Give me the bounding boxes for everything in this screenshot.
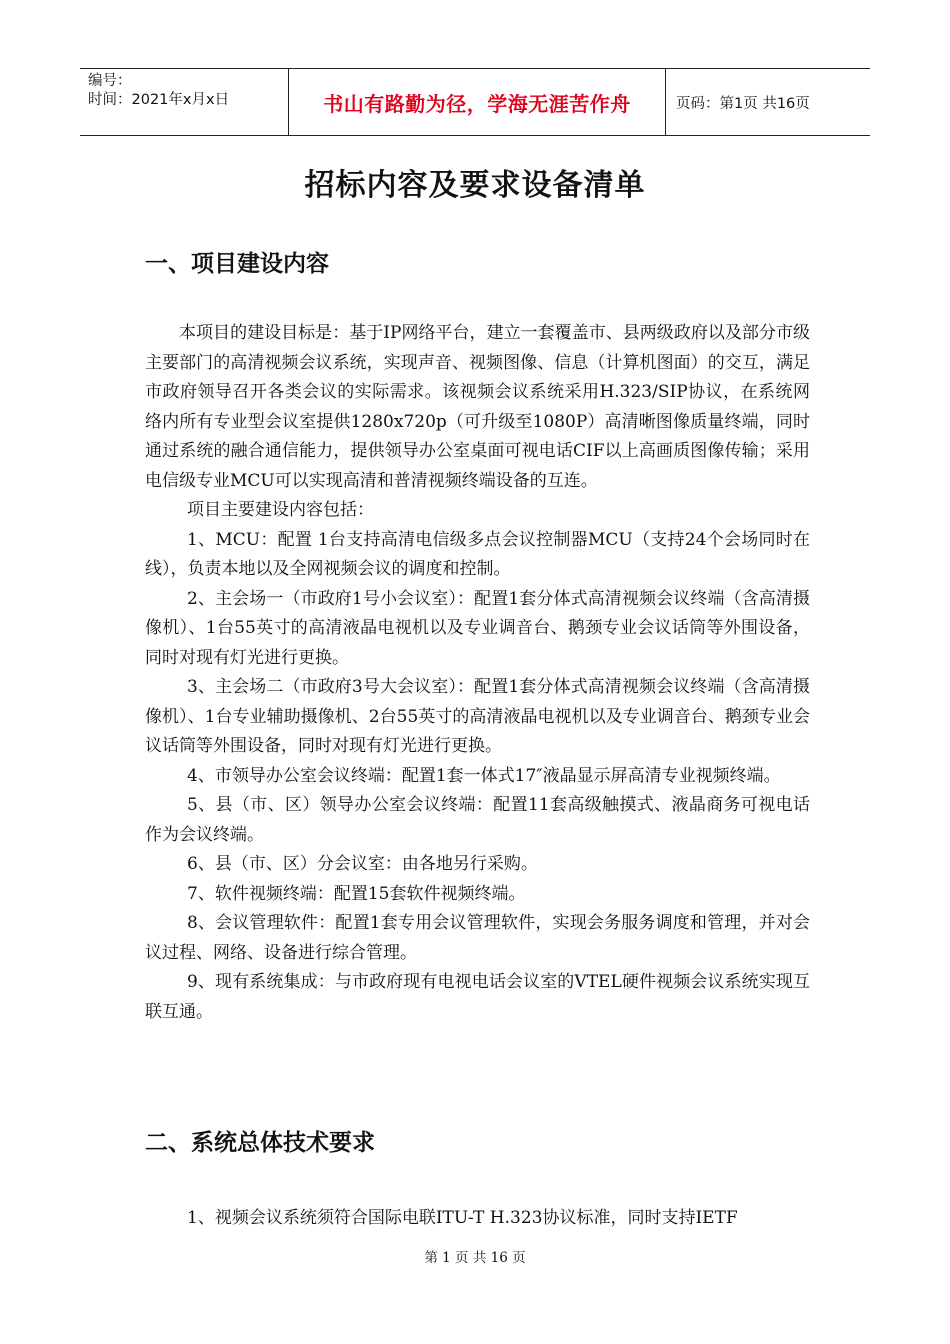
time-label: 时间：2021年x月x日 xyxy=(88,92,230,108)
intro-paragraph: 本项目的建设目标是：基于IP网络平台，建立一套覆盖市、县两级政府以及部分市级主要部门的高清视频会议系统，实现声音、视频图像、信息（计算机图面）的交互，满足市政府领导召开各类会议的实际需求。该视频会议系统采用H.323/SIP协议，在系统网络内所有专业型会议室提供1280x720p（可升级至1080P）高清晰图像质量终端，同时通过系统的融合通信能力，提供领导办公室桌面可视电话CIF以上高画质图像传输；采用电信级专业MCU可以实现高清和普清视频终端设备的互连。 xyxy=(145,323,810,491)
list-item-7: 7、软件视频终端：配置15套软件视频终端。 xyxy=(187,883,526,904)
list-item-2: 2、主会场一（市政府1号小会议室）：配置1套分体式高清视频会议终端（含高清摄像机）、1台55英寸的高清液晶电视机以及专业调音台、鹅颈专业会议话筒等外围设备，同时对现有灯光进行更换。 xyxy=(145,588,810,668)
list-item-3: 3、主会场二（市政府3号大会议室）：配置1套分体式高清视频会议终端（含高清摄像机）、1台专业辅助摄像机、2台55英寸的高清液晶电视机以及专业调音台、鹅颈专业会议话筒等外围设备，同时对现有灯光进行更换。 xyxy=(145,677,810,756)
section-2-body xyxy=(145,1204,810,1234)
page-footer: 第 1 页 共 16 页 xyxy=(424,1250,526,1266)
section-2-item-1: 1、视频会议系统须符合国际电联ITU-T H.323协议标准，同时支持IETF xyxy=(187,1208,738,1228)
header-motto: 书山有路勤为径，学海无涯苦作舟 xyxy=(323,91,631,116)
header-meta xyxy=(80,69,289,136)
list-item-4: 4、市领导办公室会议终端：配置1套一体式17″液晶显示屏高清专业视频终端。 xyxy=(187,765,781,786)
document-title: 招标内容及要求设备清单 xyxy=(304,168,646,203)
serial-label: 编号： xyxy=(88,73,132,89)
list-item-1: 1、MCU：配置 1台支持高清电信级多点会议控制器MCU（支持24个会场同时在线），负责本地以及全网视频会议的调度和控制。 xyxy=(145,529,810,579)
header-page-info: 页码：第1页 共16页 xyxy=(666,69,871,136)
section-1-heading: 一、项目建设内容 xyxy=(145,251,329,277)
list-item-8: 8、会议管理软件：配置1套专用会议管理软件，实现会务服务调度和管理，并对会议过程、网络、设备进行综合管理。 xyxy=(145,913,810,963)
header-motto-cell xyxy=(289,69,666,136)
section-2-heading: 二、系统总体技术要求 xyxy=(145,1130,375,1156)
list-item-9: 9、现有系统集成：与市政府现有电视电话会议室的VTEL硬件视频会议系统实现互联互通。 xyxy=(145,972,810,1022)
page-header xyxy=(80,68,870,136)
list-item-6: 6、县（市、区）分会议室：由各地另行采购。 xyxy=(187,854,538,874)
list-intro: 项目主要建设内容包括： xyxy=(187,500,374,520)
list-item-5: 5、县（市、区）领导办公室会议终端：配置11套高级触摸式、液晶商务可视电话作为会议终端。 xyxy=(145,795,810,845)
section-1-body xyxy=(145,319,810,1027)
